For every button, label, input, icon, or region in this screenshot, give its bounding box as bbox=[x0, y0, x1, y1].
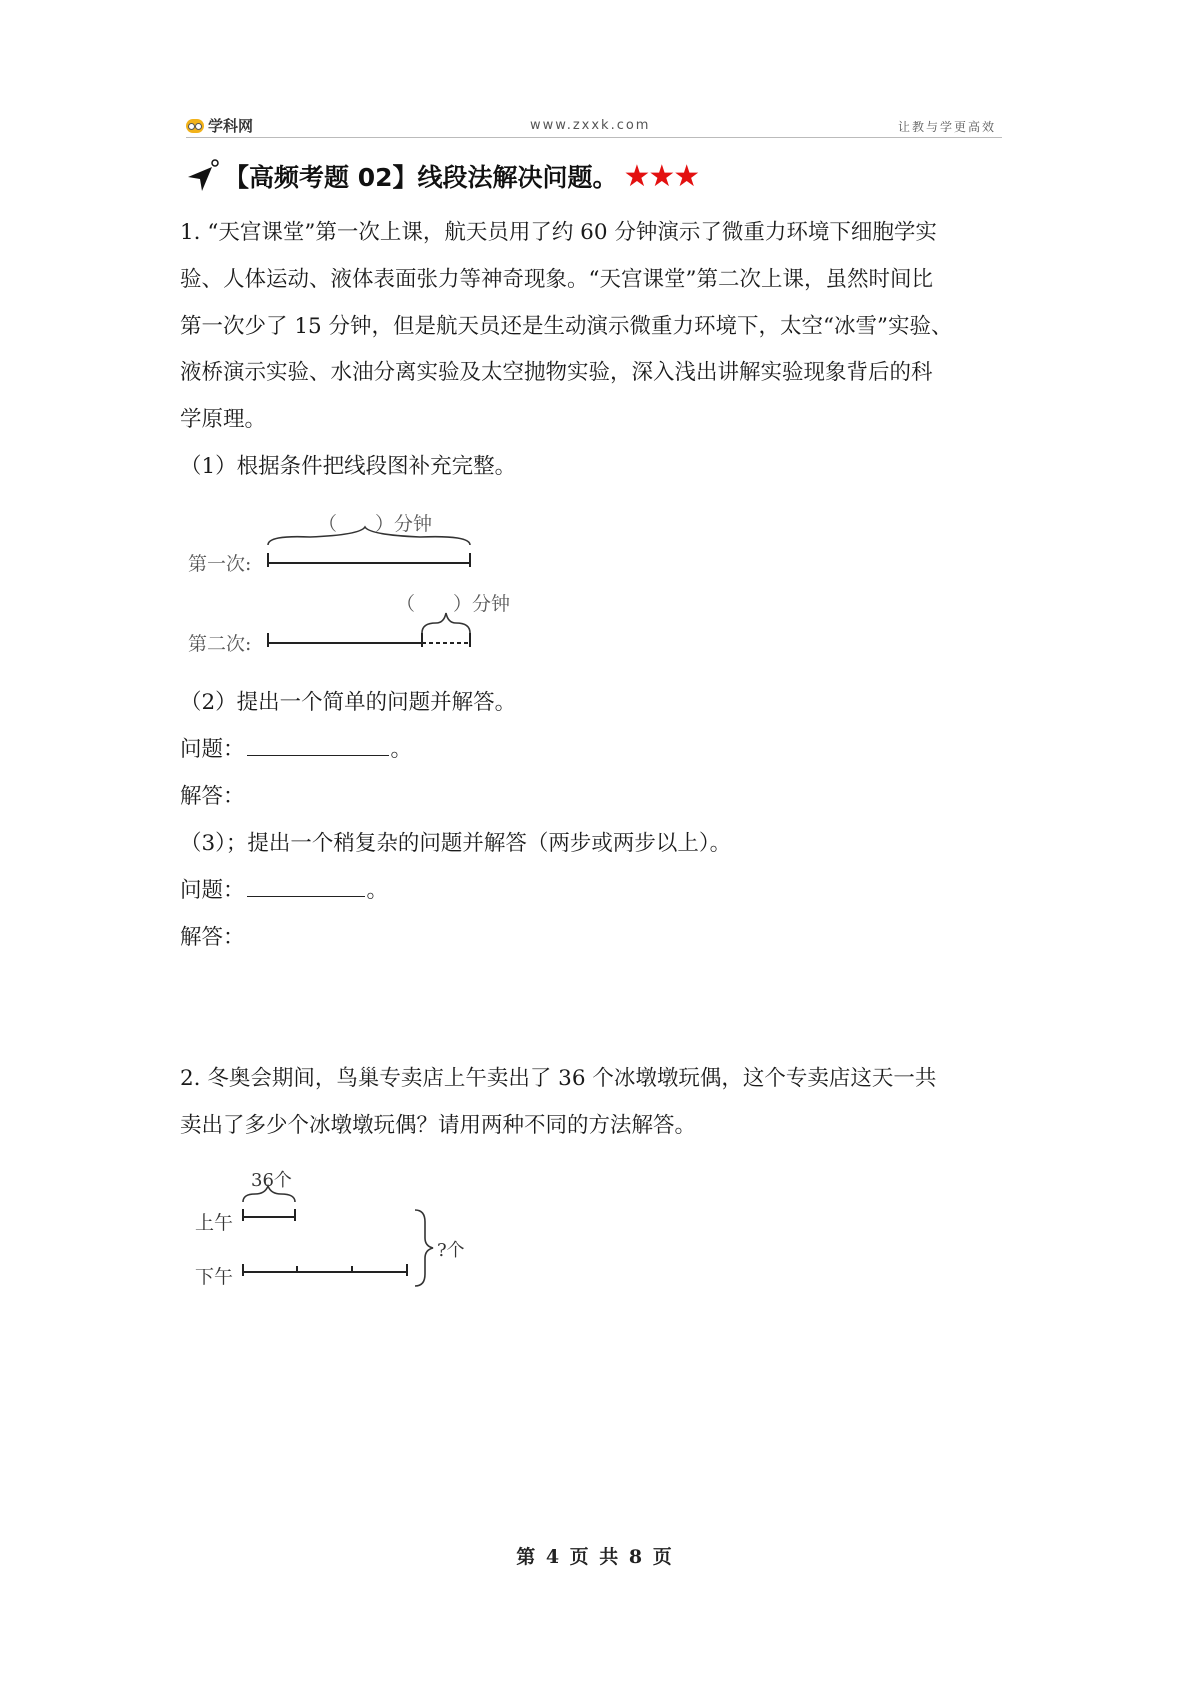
q2-line-1: 2. 冬奥会期间，鸟巢专卖店上午卖出了 36 个冰墩墩玩偶，这个专卖店这天一共 bbox=[180, 1066, 937, 1091]
second-brace bbox=[422, 613, 470, 633]
period: 。 bbox=[390, 737, 413, 762]
total-label: ?个 bbox=[437, 1240, 465, 1261]
page-number: 第 4 页 共 8 页 bbox=[516, 1546, 674, 1568]
morning-value-label: 36个 bbox=[251, 1170, 292, 1191]
q1-answer-2: 解答： bbox=[180, 925, 245, 950]
answer-blank-2[interactable] bbox=[247, 878, 365, 897]
difficulty-stars: ★★★ bbox=[623, 158, 699, 194]
question-label: 问题： bbox=[180, 878, 245, 903]
q1-part1: （1）根据条件把线段图补充完整。 bbox=[180, 454, 517, 479]
q1-answer-1: 解答： bbox=[180, 784, 245, 809]
q1-line-1: 1. “天宫课堂”第一次上课，航天员用了约 60 分钟演示了微重力环境下细胞学实 bbox=[180, 220, 937, 245]
logo-text: 学科网 bbox=[208, 117, 254, 135]
q1-line-4: 液桥演示实验、水油分离实验及太空抛物实验，深入浅出讲解实验现象背后的科 bbox=[180, 360, 933, 385]
section-title bbox=[186, 158, 698, 194]
site-logo bbox=[186, 115, 253, 136]
q1-question-2 bbox=[180, 876, 388, 906]
section-title-text: 【高频考题 02】线段法解决问题。 bbox=[224, 163, 618, 192]
q1-part3: （3）；提出一个稍复杂的问题并解答（两步或两步以上）。 bbox=[180, 831, 732, 856]
answer-blank-1[interactable] bbox=[247, 737, 389, 756]
q2-line-diagram bbox=[185, 1160, 485, 1290]
total-brace bbox=[415, 1210, 433, 1286]
site-url: www.zxxk.com bbox=[530, 118, 651, 133]
first-label: 第一次: bbox=[188, 553, 252, 575]
morning-brace bbox=[243, 1186, 295, 1202]
second-duration-label: （ ）分钟 bbox=[396, 593, 511, 615]
first-duration-label: （ ）分钟 bbox=[318, 513, 433, 535]
first-brace bbox=[268, 527, 470, 545]
header-divider bbox=[186, 137, 1002, 138]
q1-diagram-lines bbox=[180, 505, 520, 665]
q1-line-diagram bbox=[180, 505, 520, 665]
q1-line-3: 第一次少了 15 分钟，但是航天员还是生动演示微重力环境下，太空“冰雪”实验、 bbox=[180, 314, 953, 339]
q2-line-2: 卖出了多少个冰墩墩玩偶？请用两种不同的方法解答。 bbox=[180, 1113, 697, 1138]
period: 。 bbox=[366, 878, 389, 903]
second-label: 第二次: bbox=[188, 633, 252, 655]
pointer-icon bbox=[186, 159, 220, 193]
logo-icon bbox=[186, 119, 204, 133]
q1-part2: （2）提出一个简单的问题并解答。 bbox=[180, 690, 517, 715]
q1-line-5: 学原理。 bbox=[180, 407, 267, 432]
morning-label: 上午 bbox=[195, 1212, 234, 1234]
q2-diagram-lines bbox=[185, 1160, 485, 1290]
question-label: 问题： bbox=[180, 737, 245, 762]
q1-question-1 bbox=[180, 735, 412, 765]
afternoon-label: 下午 bbox=[195, 1266, 234, 1288]
q1-line-2: 验、人体运动、液体表面张力等神奇现象。“天宫课堂”第二次上课，虽然时间比 bbox=[180, 267, 933, 292]
site-slogan: 让教与学更高效 bbox=[898, 120, 997, 134]
